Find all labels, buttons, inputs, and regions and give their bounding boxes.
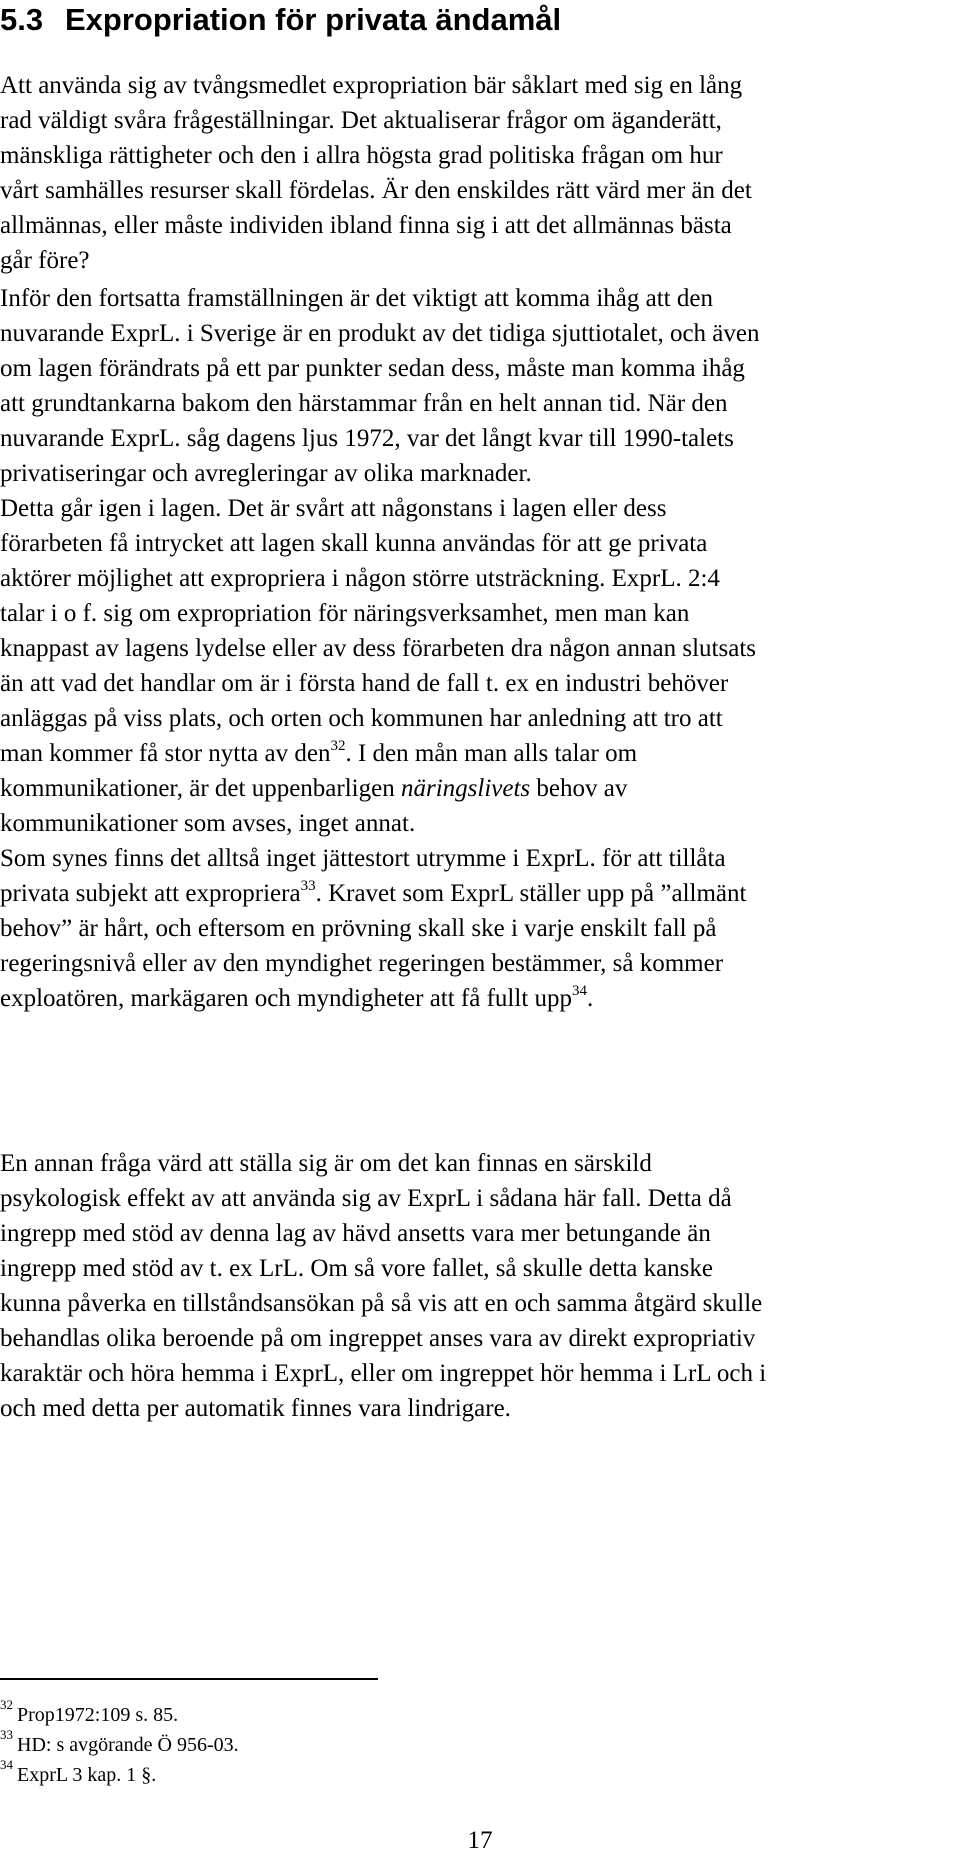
paragraph-exprl	[0, 281, 960, 1016]
footnote-number: 32	[0, 1697, 13, 1713]
footnote-ref-34[interactable]: 34	[572, 982, 588, 999]
text-line: privatiseringar och avregleringar av olika marknader.	[0, 460, 532, 487]
section-title: Expropriation för privata ändamål	[65, 2, 562, 37]
text-line: Som synes finns det alltså inget jättestort utrymme i ExprL. för att tillåta	[0, 845, 726, 872]
footnote-number: 33	[0, 1727, 13, 1743]
footnote-text: Prop1972:109 s. 85.	[17, 1704, 179, 1726]
text-line: ingrepp med stöd av t. ex LrL. Om så vore fallet, så skulle detta kanske	[0, 1255, 713, 1282]
text-line: förarbeten få intrycket att lagen skall kunna användas för att ge privata	[0, 530, 708, 557]
text-line: anläggas på viss plats, och orten och kommunen har anledning att tro att	[0, 705, 723, 732]
footnote-33	[0, 1727, 239, 1760]
footnotes	[0, 1697, 239, 1790]
footnote-number: 34	[0, 1757, 13, 1773]
text-line: om lagen förändrats på ett par punkter sedan dess, måste man komma ihåg	[0, 355, 745, 382]
text-line: än att vad det handlar om är i första hand de fall t. ex en industri behöver	[0, 670, 729, 697]
text-line	[0, 981, 960, 1016]
footnote-ref-32[interactable]: 32	[330, 737, 346, 754]
footnote-34	[0, 1757, 239, 1790]
footnote-divider	[0, 1678, 378, 1680]
page-number: 17	[467, 1827, 493, 1854]
text-line: rad väldigt svåra frågeställningar. Det aktualiserar frågor om äganderätt,	[0, 107, 722, 134]
text-line: och med detta per automatik finnes vara lindrigare.	[0, 1395, 511, 1422]
paragraph-intro	[0, 68, 960, 278]
text-run: behov av	[530, 775, 628, 802]
text-line: karaktär och höra hemma i ExprL, eller om ingreppet hör hemma i LrL och i	[0, 1360, 767, 1387]
text-line: behov” är hårt, och eftersom en prövning skall ske i varje enskilt fall på	[0, 915, 717, 942]
text-run: kommunikationer, är det uppenbarligen	[0, 775, 401, 802]
text-line: aktörer möjlighet att expropriera i någon större utsträckning. ExprL. 2:4	[0, 565, 720, 592]
text-line: Att använda sig av tvångsmedlet expropriation bär såklart med sig en lång	[0, 72, 743, 99]
emphasis-naringslivets: näringslivets	[400, 775, 531, 802]
text-line	[0, 771, 960, 806]
text-line: talar i o f. sig om expropriation för näringsverksamhet, men man kan	[0, 600, 690, 627]
text-run: man kommer få stor nytta av den	[0, 740, 331, 767]
text-line: En annan fråga värd att ställa sig är om det kan finnas en särskild	[0, 1150, 652, 1177]
footnote-text: HD: s avgörande Ö 956-03.	[17, 1734, 239, 1756]
text-run: . Kravet som ExprL ställer upp på ”allmänt	[315, 880, 747, 907]
text-line: vårt samhälles resurser skall fördelas. Är den enskildes rätt värd mer än det	[0, 177, 752, 204]
text-line: Inför den fortsatta framställningen är det viktigt att komma ihåg att den	[0, 285, 713, 312]
footnote-32	[0, 1697, 239, 1730]
section-heading	[0, 0, 561, 40]
text-line	[0, 876, 960, 911]
text-line: Detta går igen i lagen. Det är svårt att någonstans i lagen eller dess	[0, 495, 667, 522]
footnote-ref-33[interactable]: 33	[300, 877, 316, 894]
text-line: går före?	[0, 247, 90, 274]
text-run: exploatören, markägaren och myndigheter att få fullt upp	[0, 985, 573, 1012]
text-line: nuvarande ExprL. såg dagens ljus 1972, var det långt kvar till 1990-talets	[0, 425, 734, 452]
text-line	[0, 736, 960, 771]
text-run: privata subjekt att expropriera	[0, 880, 301, 907]
text-line: nuvarande ExprL. i Sverige är en produkt av det tidiga sjuttiotalet, och även	[0, 320, 760, 347]
paragraph-psychological-effect	[0, 1146, 960, 1426]
text-line: mänskliga rättigheter och den i allra högsta grad politiska frågan om hur	[0, 142, 723, 169]
text-line: allmännas, eller måste individen ibland finna sig i att det allmännas bästa	[0, 212, 732, 239]
section-number: 5.3	[0, 2, 44, 37]
text-line: kunna påverka en tillståndsansökan på så vis att en och samma åtgärd skulle	[0, 1290, 763, 1317]
text-run: . I den mån man alls talar om	[345, 740, 638, 767]
text-run: .	[587, 985, 594, 1012]
footnote-text: ExprL 3 kap. 1 §.	[17, 1764, 157, 1786]
text-line: ingrepp med stöd av denna lag av hävd ansetts vara mer betungande än	[0, 1220, 711, 1247]
text-line: kommunikationer som avses, inget annat.	[0, 810, 416, 837]
text-line: behandlas olika beroende på om ingreppet anses vara av direkt expropriativ	[0, 1325, 756, 1352]
text-line: psykologisk effekt av att använda sig av ExprL i sådana här fall. Detta då	[0, 1185, 732, 1212]
text-line: knappast av lagens lydelse eller av dess förarbeten dra någon annan slutsats	[0, 635, 756, 662]
text-line: att grundtankarna bakom den härstammar från en helt annan tid. När den	[0, 390, 728, 417]
text-line: regeringsnivå eller av den myndighet regeringen bestämmer, så kommer	[0, 950, 724, 977]
